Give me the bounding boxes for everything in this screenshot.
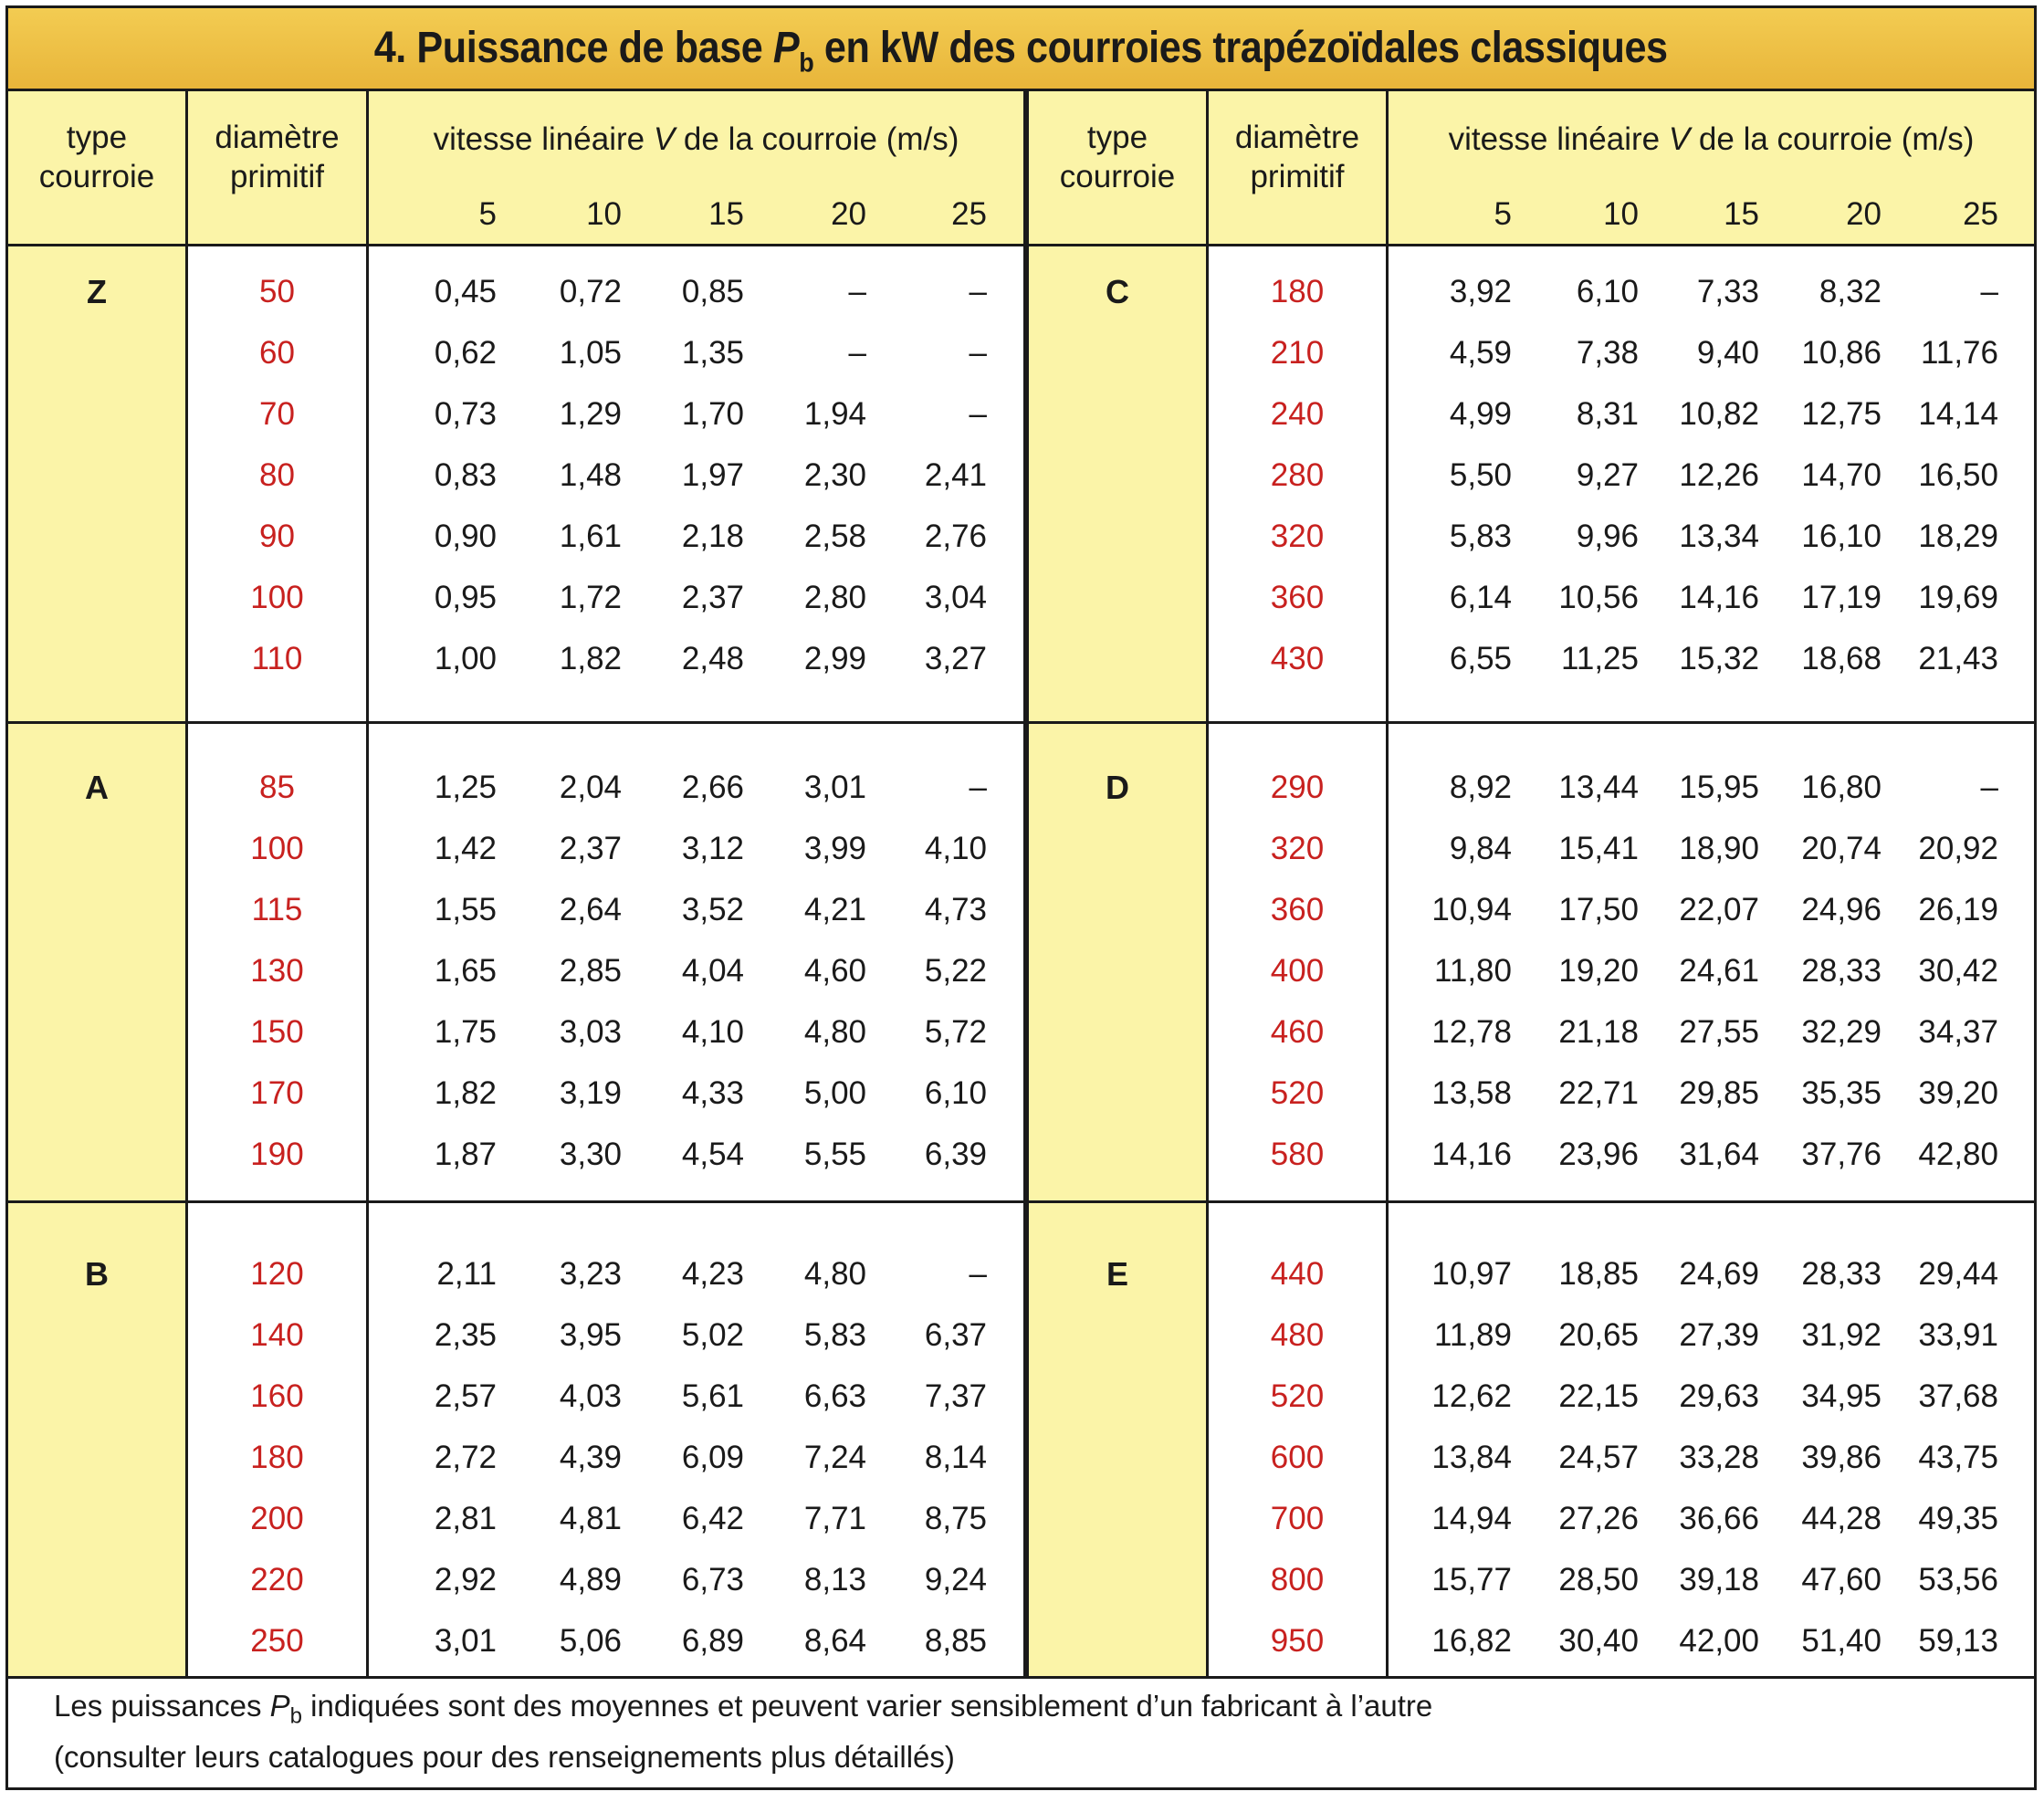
rule-v-right-diam <box>1386 91 1389 1676</box>
power-value: 14,16 <box>1431 1137 1512 1172</box>
left-type-header-l1: type <box>66 120 128 155</box>
rule-v-left-type <box>185 91 188 1676</box>
power-value: 18,68 <box>1801 641 1882 676</box>
power-value: 3,23 <box>559 1256 622 1292</box>
power-value: 30,42 <box>1918 953 1998 989</box>
power-value: 0,45 <box>434 274 497 309</box>
power-value: 2,66 <box>681 770 744 805</box>
power-value: – <box>848 274 866 309</box>
left-speed-col-20: 20 <box>831 196 866 232</box>
power-value: 20,74 <box>1801 831 1882 866</box>
left-speed-col-15: 15 <box>708 196 744 232</box>
power-value: 10,86 <box>1801 335 1882 371</box>
pitch-diameter: 100 <box>250 580 304 615</box>
power-value: 27,26 <box>1558 1501 1639 1536</box>
power-value: 16,82 <box>1431 1623 1512 1659</box>
power-value: 5,55 <box>803 1137 866 1172</box>
power-value: 21,43 <box>1918 641 1998 676</box>
pitch-diameter: 200 <box>250 1501 304 1536</box>
power-value: 1,82 <box>559 641 622 676</box>
table-title <box>8 8 2034 91</box>
power-value: 1,42 <box>434 831 497 866</box>
pitch-diameter: 100 <box>250 831 304 866</box>
pitch-diameter: 580 <box>1270 1137 1325 1172</box>
belt-type-E: E <box>1106 1255 1128 1293</box>
power-value: 12,78 <box>1431 1014 1512 1050</box>
power-value: 3,99 <box>803 831 866 866</box>
power-value: 24,96 <box>1801 892 1882 927</box>
power-value: 1,55 <box>434 892 497 927</box>
power-value: 21,18 <box>1558 1014 1639 1050</box>
power-value: 5,22 <box>924 953 987 989</box>
power-value: 15,95 <box>1679 770 1759 805</box>
power-value: 12,62 <box>1431 1378 1512 1414</box>
power-value: 6,73 <box>681 1562 744 1598</box>
power-value: 17,50 <box>1558 892 1639 927</box>
footnote-line-2: (consulter leurs catalogues pour des renseignements plus détaillés) <box>54 1739 955 1774</box>
rule-h-section-1 <box>8 721 2034 724</box>
power-value: 29,63 <box>1679 1378 1759 1414</box>
pitch-diameter: 280 <box>1270 457 1325 493</box>
pitch-diameter: 130 <box>250 953 304 989</box>
power-value: 7,38 <box>1576 335 1639 371</box>
power-value: – <box>1980 770 1998 805</box>
power-value: 4,04 <box>681 953 744 989</box>
power-value: 4,39 <box>559 1440 622 1475</box>
power-value: 2,35 <box>434 1317 497 1353</box>
power-value: 3,52 <box>681 892 744 927</box>
right-speed-col-25: 25 <box>1963 196 1998 232</box>
power-value: 24,57 <box>1558 1440 1639 1475</box>
power-value: 16,10 <box>1801 519 1882 554</box>
power-value: 28,33 <box>1801 953 1882 989</box>
power-value: 31,64 <box>1679 1137 1759 1172</box>
power-value: 4,03 <box>559 1378 622 1414</box>
power-value: 6,55 <box>1449 641 1512 676</box>
power-value: 5,72 <box>924 1014 987 1050</box>
rule-h-section-2 <box>8 1200 2034 1203</box>
rule-v-center <box>1023 91 1029 1676</box>
power-value: 18,90 <box>1679 831 1759 866</box>
pitch-diameter: 700 <box>1270 1501 1325 1536</box>
power-value: 3,19 <box>559 1075 622 1111</box>
power-value: 33,91 <box>1918 1317 1998 1353</box>
power-value: 34,95 <box>1801 1378 1882 1414</box>
right-diam-header-l1: diamètre <box>1234 120 1360 155</box>
power-value: 3,03 <box>559 1014 622 1050</box>
power-value: 4,80 <box>803 1014 866 1050</box>
power-value: 29,85 <box>1679 1075 1759 1111</box>
pitch-diameter: 110 <box>251 641 303 676</box>
power-value: 3,01 <box>434 1623 497 1659</box>
power-value: 1,87 <box>434 1137 497 1172</box>
power-value: 2,81 <box>434 1501 497 1536</box>
pitch-diameter: 320 <box>1270 831 1325 866</box>
rule-v-left-diam <box>366 91 369 1676</box>
right-speed-header: vitesse linéaire V de la courroie (m/s) <box>1448 121 1975 157</box>
power-value: 14,16 <box>1679 580 1759 615</box>
power-value: 42,80 <box>1918 1137 1998 1172</box>
power-value: 2,48 <box>681 641 744 676</box>
pitch-diameter: 320 <box>1270 519 1325 554</box>
power-value: 4,89 <box>559 1562 622 1598</box>
power-value: 2,18 <box>681 519 744 554</box>
power-value: 3,12 <box>681 831 744 866</box>
power-value: 29,44 <box>1918 1256 1998 1292</box>
power-value: 19,69 <box>1918 580 1998 615</box>
power-value: 0,72 <box>559 274 622 309</box>
power-value: 4,60 <box>803 953 866 989</box>
power-value: 24,69 <box>1679 1256 1759 1292</box>
power-value: 1,00 <box>434 641 497 676</box>
power-value: 2,30 <box>803 457 866 493</box>
power-value: 6,42 <box>681 1501 744 1536</box>
rule-h-footer <box>8 1676 2034 1679</box>
power-value: 7,24 <box>803 1440 866 1475</box>
power-value: 13,44 <box>1558 770 1639 805</box>
power-value: 30,40 <box>1558 1623 1639 1659</box>
power-value: 15,41 <box>1558 831 1639 866</box>
power-value: 23,96 <box>1558 1137 1639 1172</box>
power-value: 2,41 <box>924 457 987 493</box>
right-speed-col-15: 15 <box>1724 196 1759 232</box>
power-value: 11,25 <box>1561 641 1639 676</box>
pitch-diameter: 190 <box>250 1137 304 1172</box>
pitch-diameter: 360 <box>1270 892 1325 927</box>
title-symbol: P <box>773 24 800 72</box>
power-value: 53,56 <box>1918 1562 1998 1598</box>
pitch-diameter: 520 <box>1270 1378 1325 1414</box>
belt-type-C: C <box>1106 273 1129 310</box>
pitch-diameter: 250 <box>250 1623 304 1659</box>
power-value: 2,99 <box>803 641 866 676</box>
power-value: 0,90 <box>434 519 497 554</box>
table-sheet <box>5 5 2037 1790</box>
power-value: – <box>969 770 987 805</box>
power-value: 15,77 <box>1431 1562 1512 1598</box>
power-value: 34,37 <box>1918 1014 1998 1050</box>
power-value: 8,75 <box>924 1501 987 1536</box>
title-symbol-sub: b <box>799 47 814 79</box>
belt-type-Z: Z <box>87 273 107 310</box>
pitch-diameter: 85 <box>259 770 295 805</box>
power-value: 1,25 <box>434 770 497 805</box>
power-value: 16,80 <box>1801 770 1882 805</box>
power-value: 14,70 <box>1801 457 1882 493</box>
pitch-diameter: 180 <box>250 1440 304 1475</box>
power-value: 6,14 <box>1449 580 1512 615</box>
power-value: 42,00 <box>1679 1623 1759 1659</box>
power-value: 2,37 <box>559 831 622 866</box>
power-value: 5,83 <box>803 1317 866 1353</box>
title-suffix: en kW des courroies trapézoïdales classiques <box>813 24 1668 72</box>
power-value: 0,73 <box>434 396 497 432</box>
power-value: 6,63 <box>803 1378 866 1414</box>
power-value: 4,10 <box>681 1014 744 1050</box>
power-value: 5,02 <box>681 1317 744 1353</box>
pitch-diameter: 520 <box>1270 1075 1325 1111</box>
power-value: 20,92 <box>1918 831 1998 866</box>
left-speed-col-5: 5 <box>478 196 497 232</box>
power-value: – <box>969 1256 987 1292</box>
power-value: 4,10 <box>924 831 987 866</box>
left-speed-col-25: 25 <box>951 196 987 232</box>
pitch-diameter: 220 <box>250 1562 304 1598</box>
power-value: 18,85 <box>1558 1256 1639 1292</box>
footnote-line-1: Les puissances $P_b$ indiquées sont des moyennes et peuvent varier sensiblement d’un fabricant à l’autre <box>54 1689 1433 1729</box>
power-value: 11,80 <box>1434 953 1512 989</box>
power-value: 1,82 <box>434 1075 497 1111</box>
power-value: 4,33 <box>681 1075 744 1111</box>
power-value: 3,04 <box>924 580 987 615</box>
power-value: 0,62 <box>434 335 497 371</box>
power-value: 4,81 <box>559 1501 622 1536</box>
power-value: 3,27 <box>924 641 987 676</box>
right-diam-header-l2: primitif <box>1250 159 1345 194</box>
power-value: 27,55 <box>1679 1014 1759 1050</box>
power-value: 2,76 <box>924 519 987 554</box>
power-value: 1,29 <box>559 396 622 432</box>
power-value: 27,39 <box>1679 1317 1759 1353</box>
pitch-diameter: 180 <box>1270 274 1325 309</box>
power-value: 37,68 <box>1918 1378 1998 1414</box>
power-value: 6,39 <box>924 1137 987 1172</box>
right-type-column-fill <box>1029 91 1209 1676</box>
belt-type-B: B <box>85 1255 109 1293</box>
pitch-diameter: 80 <box>259 457 295 493</box>
power-value: 18,29 <box>1918 519 1998 554</box>
power-value: 13,34 <box>1679 519 1759 554</box>
power-value: – <box>848 335 866 371</box>
power-value: 13,58 <box>1431 1075 1512 1111</box>
power-value: 1,70 <box>681 396 744 432</box>
right-speed-col-10: 10 <box>1603 196 1639 232</box>
power-value: 4,73 <box>924 892 987 927</box>
power-value: 8,31 <box>1576 396 1639 432</box>
power-value: 39,86 <box>1801 1440 1882 1475</box>
power-value: – <box>969 274 987 309</box>
power-value: 39,18 <box>1679 1562 1759 1598</box>
pitch-diameter: 460 <box>1270 1014 1325 1050</box>
power-value: 22,15 <box>1558 1378 1639 1414</box>
power-value: 8,32 <box>1819 274 1882 309</box>
power-value: 32,29 <box>1801 1014 1882 1050</box>
power-value: 4,23 <box>681 1256 744 1292</box>
pitch-diameter: 150 <box>250 1014 304 1050</box>
power-value: 37,76 <box>1801 1137 1882 1172</box>
rule-h-header <box>8 244 2034 246</box>
power-value: 3,30 <box>559 1137 622 1172</box>
right-speed-col-5: 5 <box>1494 196 1512 232</box>
power-value: 51,40 <box>1801 1623 1882 1659</box>
power-value: 8,13 <box>803 1562 866 1598</box>
power-value: 9,96 <box>1576 519 1639 554</box>
right-type-header-l2: courroie <box>1059 159 1176 194</box>
power-value: 49,35 <box>1918 1501 1998 1536</box>
power-value: 28,33 <box>1801 1256 1882 1292</box>
power-value: 24,61 <box>1679 953 1759 989</box>
rule-v-right-type <box>1206 91 1209 1676</box>
power-value: 47,60 <box>1801 1562 1882 1598</box>
power-value: 1,94 <box>803 396 866 432</box>
pitch-diameter: 70 <box>259 396 295 432</box>
power-value: 1,72 <box>559 580 622 615</box>
pitch-diameter: 360 <box>1270 580 1325 615</box>
power-value: 6,09 <box>681 1440 744 1475</box>
pitch-diameter: 600 <box>1270 1440 1325 1475</box>
power-value: 7,37 <box>924 1378 987 1414</box>
pitch-diameter: 950 <box>1270 1623 1325 1659</box>
power-value: 8,92 <box>1449 770 1512 805</box>
power-value: – <box>969 335 987 371</box>
pitch-diameter: 400 <box>1270 953 1325 989</box>
power-value: 2,72 <box>434 1440 497 1475</box>
power-value: 2,57 <box>434 1378 497 1414</box>
pitch-diameter: 50 <box>259 274 295 309</box>
pitch-diameter: 60 <box>259 335 295 371</box>
power-value: 0,95 <box>434 580 497 615</box>
power-value: 1,35 <box>681 335 744 371</box>
power-value: 17,19 <box>1801 580 1882 615</box>
power-value: 8,85 <box>924 1623 987 1659</box>
power-value: 10,94 <box>1431 892 1512 927</box>
power-value: 35,35 <box>1801 1075 1882 1111</box>
power-value: 28,50 <box>1558 1562 1639 1598</box>
power-value: – <box>969 396 987 432</box>
left-speed-col-10: 10 <box>586 196 622 232</box>
power-value: 36,66 <box>1679 1501 1759 1536</box>
power-value: 26,19 <box>1918 892 1998 927</box>
pitch-diameter: 120 <box>250 1256 304 1292</box>
power-value: 12,75 <box>1801 396 1882 432</box>
power-value: 44,28 <box>1801 1501 1882 1536</box>
power-value: 4,59 <box>1449 335 1512 371</box>
power-value: 11,89 <box>1434 1317 1512 1353</box>
title-prefix: 4. Puissance de base <box>374 24 774 72</box>
power-value: 6,37 <box>924 1317 987 1353</box>
power-value: 0,85 <box>681 274 744 309</box>
power-value: 8,64 <box>803 1623 866 1659</box>
power-value: 0,83 <box>434 457 497 493</box>
pitch-diameter: 170 <box>250 1075 304 1111</box>
power-value: 7,33 <box>1696 274 1759 309</box>
power-value: 2,85 <box>559 953 622 989</box>
power-value: 6,89 <box>681 1623 744 1659</box>
belt-type-D: D <box>1106 769 1129 806</box>
footnote <box>54 1686 1432 1777</box>
power-value: 4,21 <box>803 892 866 927</box>
power-value: 31,92 <box>1801 1317 1882 1353</box>
power-value: 4,54 <box>681 1137 744 1172</box>
power-value: 8,14 <box>924 1440 987 1475</box>
power-value: 2,58 <box>803 519 866 554</box>
power-value: 13,84 <box>1431 1440 1512 1475</box>
power-value: 5,06 <box>559 1623 622 1659</box>
power-value: 43,75 <box>1918 1440 1998 1475</box>
power-value: 7,71 <box>803 1501 866 1536</box>
power-value: 11,76 <box>1921 335 1998 371</box>
power-value: 1,48 <box>559 457 622 493</box>
power-value: 1,05 <box>559 335 622 371</box>
power-value: 9,24 <box>924 1562 987 1598</box>
pitch-diameter: 430 <box>1270 641 1325 676</box>
power-value: 2,64 <box>559 892 622 927</box>
power-value: 2,04 <box>559 770 622 805</box>
left-type-column-fill <box>8 91 185 1676</box>
power-value: 6,10 <box>1576 274 1639 309</box>
power-value: 5,00 <box>803 1075 866 1111</box>
pitch-diameter: 160 <box>250 1378 304 1414</box>
left-type-header-l2: courroie <box>38 159 155 194</box>
power-value: 10,97 <box>1431 1256 1512 1292</box>
power-value: 14,94 <box>1431 1501 1512 1536</box>
belt-type-A: A <box>85 769 109 806</box>
power-value: 1,61 <box>559 519 622 554</box>
left-diam-header-l1: diamètre <box>215 120 340 155</box>
power-value: 14,14 <box>1918 396 1998 432</box>
power-value: 5,50 <box>1449 457 1512 493</box>
power-value: 16,50 <box>1918 457 1998 493</box>
power-value: 2,80 <box>803 580 866 615</box>
power-value: 2,37 <box>681 580 744 615</box>
power-value: 33,28 <box>1679 1440 1759 1475</box>
power-value: 15,32 <box>1679 641 1759 676</box>
right-speed-col-20: 20 <box>1846 196 1882 232</box>
power-value: 3,01 <box>803 770 866 805</box>
left-speed-header: vitesse linéaire V de la courroie (m/s) <box>433 121 959 157</box>
power-value: 22,07 <box>1679 892 1759 927</box>
power-value: 20,65 <box>1558 1317 1639 1353</box>
power-value: 4,99 <box>1449 396 1512 432</box>
right-type-header-l1: type <box>1086 120 1148 155</box>
power-value: 22,71 <box>1558 1075 1639 1111</box>
pitch-diameter: 440 <box>1270 1256 1325 1292</box>
power-value: 2,11 <box>436 1256 497 1292</box>
power-value: 6,10 <box>924 1075 987 1111</box>
pitch-diameter: 210 <box>1270 335 1325 371</box>
pitch-diameter: 800 <box>1270 1562 1325 1598</box>
pitch-diameter: 140 <box>250 1317 304 1353</box>
power-value: 3,95 <box>559 1317 622 1353</box>
power-value: – <box>1980 274 1998 309</box>
power-value: 1,65 <box>434 953 497 989</box>
pitch-diameter: 240 <box>1270 396 1325 432</box>
power-value: 59,13 <box>1918 1623 1998 1659</box>
power-value: 9,27 <box>1576 457 1639 493</box>
power-value: 9,40 <box>1696 335 1759 371</box>
power-value: 39,20 <box>1918 1075 1998 1111</box>
left-diam-header-l2: primitif <box>229 159 325 194</box>
power-value: 10,82 <box>1679 396 1759 432</box>
power-value: 1,97 <box>681 457 744 493</box>
power-value: 5,83 <box>1449 519 1512 554</box>
power-value: 12,26 <box>1679 457 1759 493</box>
power-value: 9,84 <box>1449 831 1512 866</box>
power-value: 2,92 <box>434 1562 497 1598</box>
power-value: 1,75 <box>434 1014 497 1050</box>
power-value: 5,61 <box>681 1378 744 1414</box>
power-value: 4,80 <box>803 1256 866 1292</box>
power-value: 10,56 <box>1558 580 1639 615</box>
pitch-diameter: 480 <box>1270 1317 1325 1353</box>
power-value: 3,92 <box>1449 274 1512 309</box>
pitch-diameter: 90 <box>259 519 295 554</box>
pitch-diameter: 115 <box>251 892 303 927</box>
pitch-diameter: 290 <box>1270 770 1325 805</box>
power-value: 19,20 <box>1558 953 1639 989</box>
